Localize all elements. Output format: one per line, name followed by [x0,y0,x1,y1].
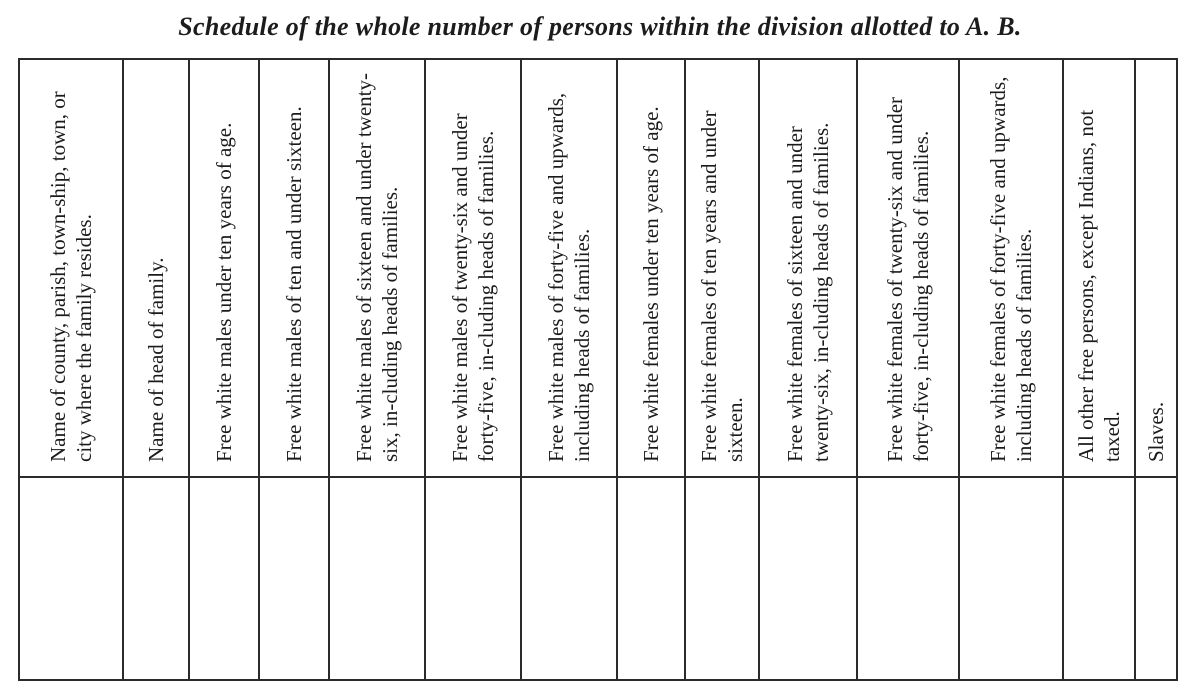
column-header-label: Name of county, parish, town-ship, town, or city where the family resides. [46,91,96,462]
column-females-sixteen-to-twenty-six [758,58,856,681]
column-entry-cell[interactable] [190,478,258,679]
column-header-label: Free white females of ten years and under sixteen. [697,110,747,462]
column-place-of-residence [18,58,122,681]
column-header [260,60,328,476]
column-entry-cell[interactable] [618,478,684,679]
column-header-label: Slaves. [1144,401,1168,462]
column-entry-cell[interactable] [960,478,1062,679]
column-males-under-ten [188,58,258,681]
column-header [522,60,616,476]
column-entry-cell[interactable] [522,478,616,679]
column-entry-cell[interactable] [760,478,856,679]
column-males-sixteen-to-twenty-six [328,58,424,681]
column-entry-cell[interactable] [858,478,958,679]
column-header-label: Free white males of twenty-six and under forty-five, in-cluding heads of families. [448,113,498,462]
column-header [124,60,188,476]
column-header [426,60,520,476]
column-females-ten-to-sixteen [684,58,758,681]
column-header [330,60,424,476]
column-entry-cell[interactable] [1064,478,1134,679]
column-entry-cell[interactable] [1136,478,1176,679]
column-header-label: Free white females under ten years of age. [639,106,663,462]
column-header-label: Free white males under ten years of age. [212,122,236,462]
column-header [686,60,758,476]
column-header-label: Name of head of family. [144,257,168,462]
column-entry-cell[interactable] [124,478,188,679]
column-entry-cell[interactable] [330,478,424,679]
column-header [20,60,122,476]
column-header-label: Free white females of forty-five and upwards, including heads of families. [986,76,1036,462]
column-header [1136,60,1176,476]
column-females-under-ten [616,58,684,681]
column-header [960,60,1062,476]
column-other-free-persons [1062,58,1134,681]
column-females-twenty-six-to-forty-five [856,58,958,681]
column-header [760,60,856,476]
column-males-ten-to-sixteen [258,58,328,681]
column-header-label: Free white females of sixteen and under twenty-six, in-cluding heads of families. [783,122,833,462]
column-header-label: Free white males of ten and under sixteen. [282,106,306,462]
column-header-label: All other free persons, except Indians, not taxed. [1074,109,1124,462]
column-entry-cell[interactable] [260,478,328,679]
column-entry-cell[interactable] [426,478,520,679]
column-entry-cell[interactable] [686,478,758,679]
column-header [190,60,258,476]
column-header [618,60,684,476]
column-header-label: Free white males of forty-five and upwards, including heads of families. [544,92,594,462]
column-entry-cell[interactable] [20,478,122,679]
column-males-twenty-six-to-forty-five [424,58,520,681]
column-header-label: Free white males of sixteen and under twenty-six, in-cluding heads of families. [352,73,402,462]
schedule-title: Schedule of the whole number of persons within the division allotted to A. B. [178,12,1022,41]
column-males-forty-five-upwards [520,58,616,681]
column-header [1064,60,1134,476]
column-slaves [1134,58,1178,681]
column-header [858,60,958,476]
census-schedule-table [18,58,1178,683]
column-head-of-family [122,58,188,681]
column-header-label: Free white females of twenty-six and under forty-five, in-cluding heads of families. [883,96,933,462]
column-females-forty-five-upwards [958,58,1062,681]
